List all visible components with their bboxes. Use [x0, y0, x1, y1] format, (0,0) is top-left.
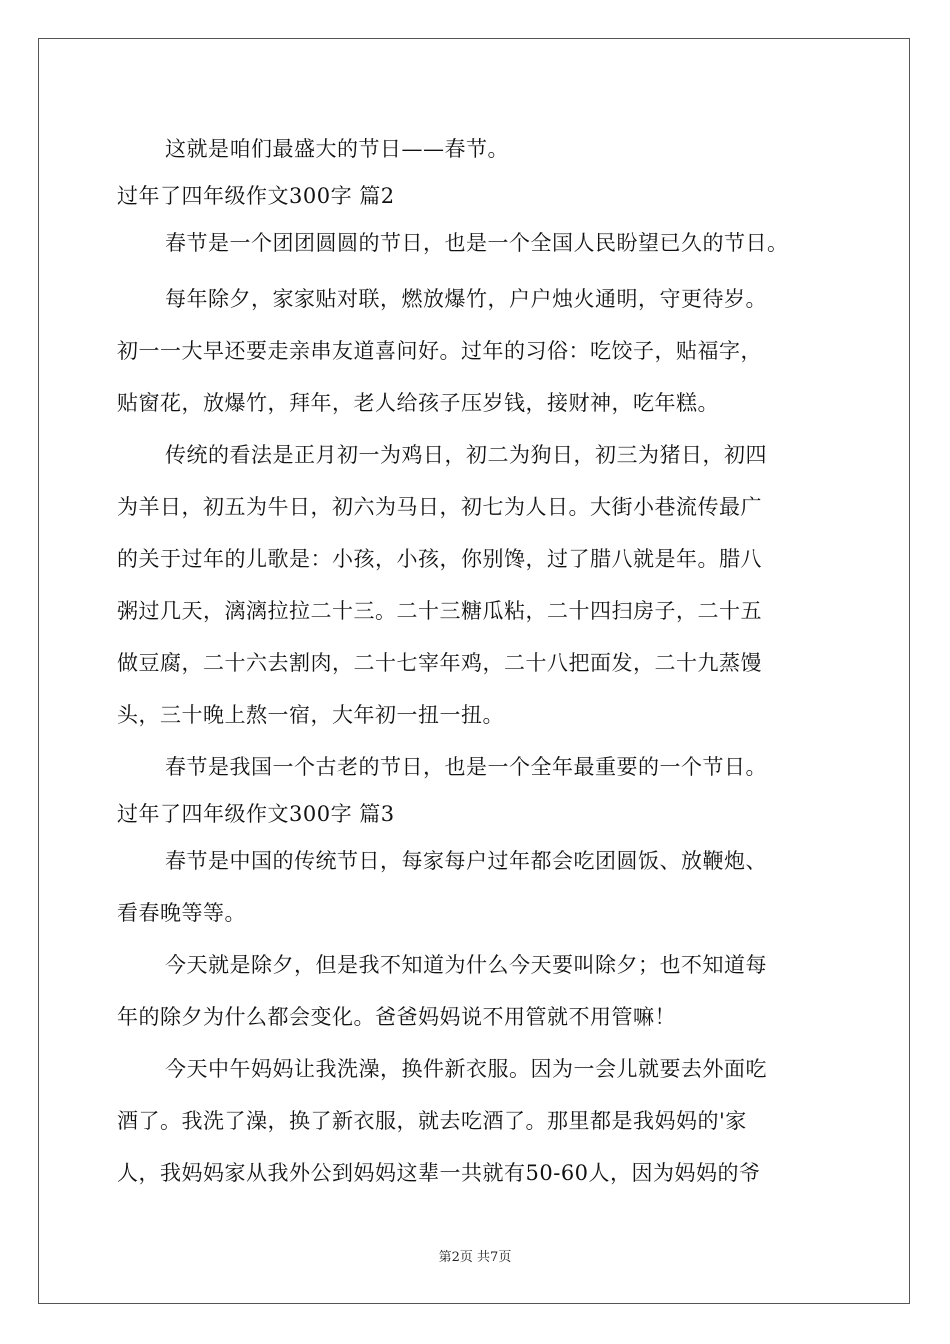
paragraph-line: 头，三十晚上熬一宿，大年初一扭一扭。: [117, 703, 504, 727]
paragraph-line: 为羊日，初五为牛日，初六为马日，初七为人日。大街小巷流传最广: [117, 495, 762, 519]
paragraph-line: 初一一大早还要走亲串友道喜问好。过年的习俗：吃饺子，贴福字，: [117, 339, 762, 363]
section-heading: 过年了四年级作文300字 篇2: [117, 184, 395, 208]
paragraph-line: 酒了。我洗了澡，换了新衣服，就去吃酒了。那里都是我妈妈的'家: [117, 1109, 747, 1133]
paragraph-line: 贴窗花，放爆竹，拜年，老人给孩子压岁钱，接财神，吃年糕。: [117, 391, 719, 415]
paragraph-line: 今天就是除夕，但是我不知道为什么今天要叫除夕；也不知道每: [165, 953, 767, 977]
section-heading: 过年了四年级作文300字 篇3: [117, 802, 395, 826]
paragraph-line: 春节是一个团团圆圆的节日，也是一个全国人民盼望已久的节日。: [165, 231, 789, 255]
paragraph-line: 人，我妈妈家从我外公到妈妈这辈一共就有50-60人，因为妈妈的爷: [117, 1161, 761, 1185]
paragraph-line: 这就是咱们最盛大的节日——春节。: [165, 137, 509, 161]
paragraph-line: 春节是中国的传统节日，每家每户过年都会吃团圆饭、放鞭炮、: [165, 849, 767, 873]
paragraph-line: 的关于过年的儿歌是：小孩，小孩，你别馋，过了腊八就是年。腊八: [117, 547, 762, 571]
paragraph-line: 粥过几天，漓漓拉拉二十三。二十三糖瓜粘，二十四扫房子，二十五: [117, 599, 762, 623]
paragraph-line: 传统的看法是正月初一为鸡日，初二为狗日，初三为猪日，初四: [165, 443, 767, 467]
paragraph-line: 做豆腐，二十六去割肉，二十七宰年鸡，二十八把面发，二十九蒸馒: [117, 651, 762, 675]
paragraph-line: 每年除夕，家家贴对联，燃放爆竹，户户烛火通明，守更待岁。: [165, 287, 767, 311]
paragraph-line: 年的除夕为什么都会变化。爸爸妈妈说不用管就不用管嘛！: [117, 1005, 676, 1029]
paragraph-line: 春节是我国一个古老的节日，也是一个全年最重要的一个节日。: [165, 755, 767, 779]
paragraph-line: 看春晚等等。: [117, 901, 246, 925]
paragraph-line: 今天中午妈妈让我洗澡，换件新衣服。因为一会儿就要去外面吃: [165, 1057, 767, 1081]
page-number-footer: 第2页 共7页: [438, 1250, 512, 1265]
